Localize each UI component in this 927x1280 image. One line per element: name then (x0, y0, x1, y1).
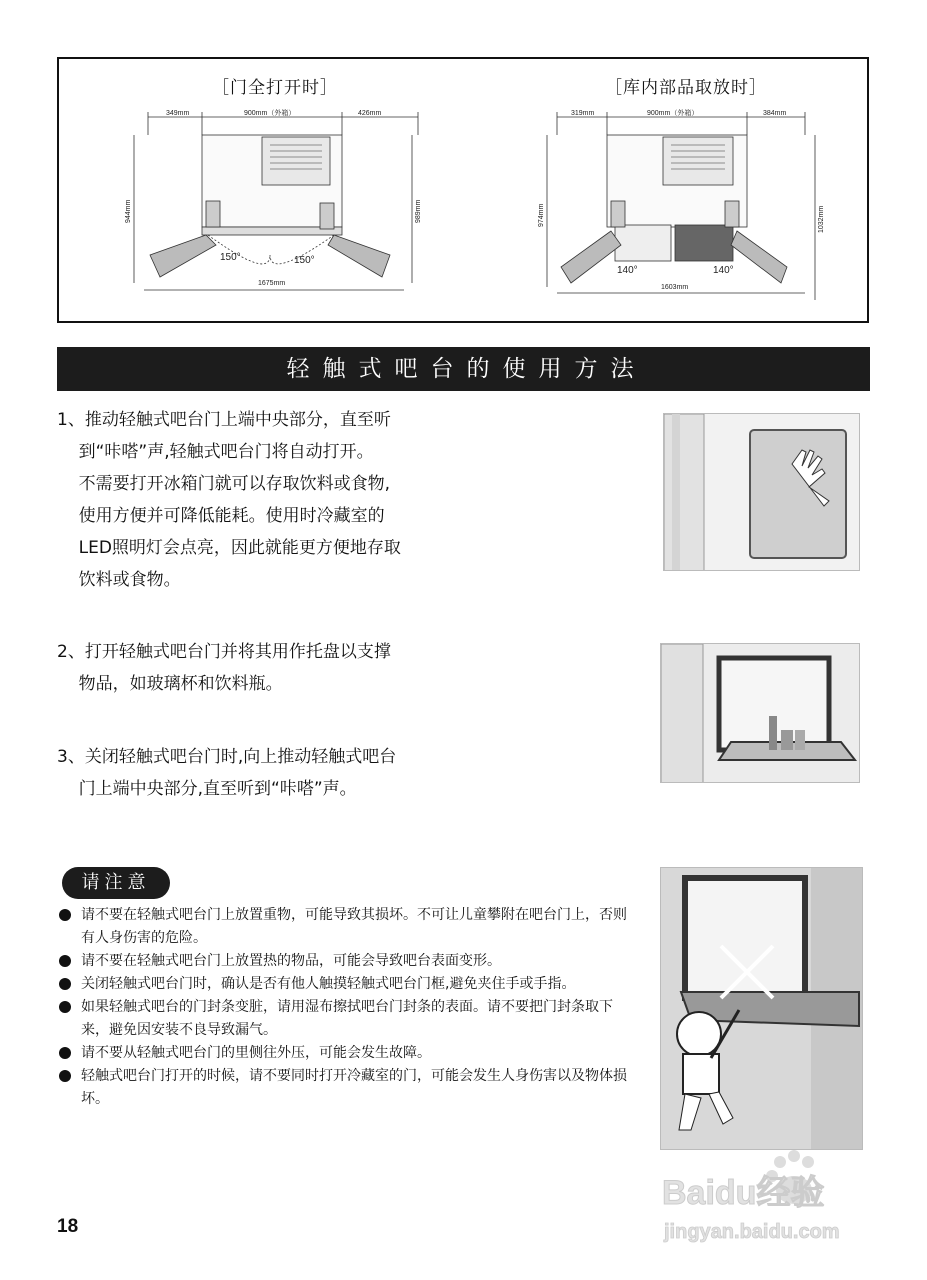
dim-right-974: 974mm (538, 203, 545, 227)
diagram-door-fully-open (120, 105, 430, 305)
step-3: 3、关闭轻触式吧台门时,向上推动轻触式吧台 门上端中央部分,直至听到“咔嗒”声。 (57, 747, 397, 799)
angle-left-a: 150° (220, 252, 241, 263)
photo-push-door (663, 413, 860, 571)
angle-right-b: 140° (713, 265, 734, 276)
dim-left-944: 944mm (125, 199, 132, 223)
angle-left-b: 150° (294, 255, 315, 266)
dim-left-900: 900mm（外箱） (244, 110, 296, 117)
bullet-icon (59, 1070, 71, 1082)
dim-left-349: 349mm (166, 110, 190, 117)
notice-item: 请不要从轻触式吧台门的里侧往外压，可能会发生故障。 (57, 1042, 627, 1065)
notice-list (57, 904, 627, 1111)
bullet-icon (59, 909, 71, 921)
notice-item: 轻触式吧台门打开的时候，请不要同时打开冷藏室的门，可能会发生人身伤害以及物体损坏。 (57, 1065, 627, 1111)
bullet-icon (59, 1001, 71, 1013)
angle-right-a: 140° (617, 265, 638, 276)
diagram-left-title: ［门全打开时］ (212, 78, 338, 98)
watermark-logo: Baidu经验 (662, 1174, 825, 1212)
dim-left-426: 426mm (358, 110, 382, 117)
diagram-right-title: ［库内部品取放时］ (605, 78, 767, 98)
dim-right-1032: 1032mm (818, 205, 825, 233)
notice-item: 如果轻触式吧台的门封条变脏，请用湿布擦拭吧台门封条的表面。请不要把门封条取下来，避免因安装不良导致漏气。 (57, 996, 627, 1042)
bullet-icon (59, 978, 71, 990)
section-title: 轻触式吧台的使用方法 (57, 347, 870, 391)
watermark-url: jingyan.baidu.com (664, 1221, 840, 1243)
notice-item: 请不要在轻触式吧台门上放置重物，可能导致其损坏。不可让儿童攀附在吧台门上，否则有人身伤害的危险。 (57, 904, 627, 950)
dim-right-384: 384mm (763, 110, 787, 117)
bullet-icon (59, 1047, 71, 1059)
dim-right-319: 319mm (571, 110, 595, 117)
dim-left-989: 989mm (415, 199, 422, 223)
dim-right-1603: 1603mm (661, 284, 689, 291)
notice-badge: 请注意 (62, 867, 170, 899)
photo-child-warning (660, 867, 863, 1150)
notice-item: 关闭轻触式吧台门时，确认是否有他人触摸轻触式吧台门框,避免夹住手或手指。 (57, 973, 627, 996)
photo-tray-open (660, 643, 860, 783)
notice-item: 请不要在轻触式吧台门上放置热的物品，可能会导致吧台表面变形。 (57, 950, 627, 973)
page-number: 18 (57, 1216, 79, 1237)
dim-right-900: 900mm（外箱） (647, 110, 699, 117)
dim-left-1675: 1675mm (258, 280, 286, 287)
baidu-watermark (662, 1148, 882, 1248)
diagram-interior-access (535, 105, 835, 305)
step-1: 1、推动轻触式吧台门上端中央部分，直至听 到“咔嗒”声,轻触式吧台门将自动打开。 不需要打开冰箱门就可以存取饮料或食物, 使用方便并可降低能耗。使用时冷藏室的 LED照明灯会点亮，因此就能更方便地存取 饮料或食物。 (57, 410, 401, 590)
bullet-icon (59, 955, 71, 967)
step-2: 2、打开轻触式吧台门并将其用作托盘以支撑 物品，如玻璃杯和饮料瓶。 (57, 642, 391, 694)
